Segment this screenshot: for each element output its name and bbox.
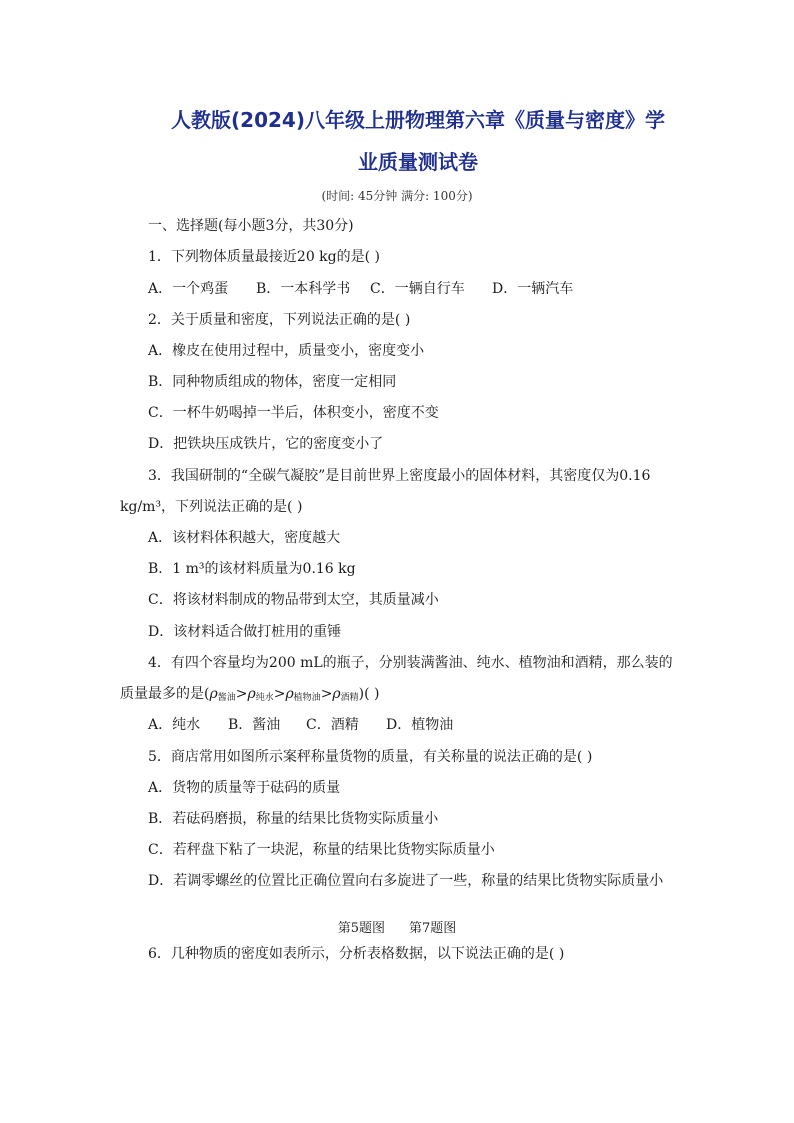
question-1-option-d: D．一辆汽车	[492, 281, 574, 297]
subscript-pure-water: 纯水	[255, 693, 274, 703]
page-title-line-1: 人教版(2024)八年级上册物理第六章《质量与密度》学	[171, 108, 665, 132]
question-4-option-d: D．植物油	[386, 717, 454, 733]
question-3-stem-line-1: 3．我国研制的“全碳气凝胶”是目前世界上密度最小的固体材料，其密度仅为0.16	[148, 468, 651, 484]
question-4-stem-prefix: 质量最多的是(	[120, 686, 210, 702]
exam-time-score: (时间: 45分钟 满分: 100分)	[321, 189, 473, 203]
question-2-stem: 2．关于质量和密度，下列说法正确的是( )	[148, 312, 411, 328]
question-3-option-a: A．该材料体积越大，密度越大	[148, 530, 341, 546]
greater-than: >	[273, 686, 286, 702]
question-4-options	[148, 715, 453, 735]
question-1-option-a: A．一个鸡蛋	[148, 281, 229, 297]
rho-symbol: ρ	[209, 686, 218, 702]
question-2-option-c: C．一杯牛奶喝掉一半后，体积变小，密度不变	[148, 405, 439, 421]
figure-5-caption: 第5题图	[337, 921, 385, 936]
section-heading-choice: 一、选择题(每小题3分，共30分)	[148, 218, 354, 234]
question-2-option-a: A．橡皮在使用过程中，质量变小，密度变小	[148, 343, 425, 359]
rho-symbol: ρ	[285, 686, 294, 702]
question-3-option-d: D．该材料适合做打桩用的重锤	[148, 624, 342, 640]
question-5-option-a: A．货物的质量等于砝码的质量	[148, 780, 341, 796]
page-title-line-2: 业质量测试卷	[358, 150, 478, 174]
question-1-stem: 1．下列物体质量最接近20 kg的是( )	[148, 249, 380, 265]
question-3-option-b: B．1 m³的该材料质量为0.16 kg	[148, 561, 356, 577]
figure-captions	[0, 917, 794, 936]
subscript-vegetable-oil: 植物油	[293, 693, 321, 703]
question-5-stem: 5．商店常用如图所示案秤称量货物的质量，有关称量的说法正确的是( )	[148, 749, 593, 765]
greater-than: >	[235, 686, 248, 702]
question-5-option-d: D．若调零螺丝的位置比正确位置向右多旋进了一些，称量的结果比货物实际质量小	[148, 873, 664, 889]
question-1-option-b: B．一本科学书	[256, 281, 351, 297]
figure-7-caption: 第7题图	[409, 921, 457, 936]
greater-than: >	[320, 686, 333, 702]
question-2-option-b: B．同种物质组成的物体，密度一定相同	[148, 374, 397, 390]
question-1-options	[148, 279, 573, 299]
question-5-option-b: B．若砝码磨损，称量的结果比货物实际质量小	[148, 811, 439, 827]
question-4-stem-suffix: )( )	[358, 686, 380, 702]
question-4-option-c: C．酒精	[306, 717, 359, 733]
rho-symbol: ρ	[247, 686, 256, 702]
question-2-option-d: D．把铁块压成铁片，它的密度变小了	[148, 436, 384, 452]
question-3-stem-line-2: kg/m³，下列说法正确的是( )	[120, 499, 303, 515]
question-4-stem-line-2	[120, 684, 380, 708]
question-4-option-b: B．酱油	[228, 717, 281, 733]
question-1-option-c: C．一辆自行车	[370, 281, 465, 297]
question-4-stem-line-1: 4．有四个容量均为200 mL的瓶子，分别装满酱油、纯水、植物油和酒精，那么装的	[148, 655, 673, 671]
question-6-stem: 6．几种物质的密度如表所示，分析表格数据，以下说法正确的是( )	[148, 946, 565, 962]
subscript-soy-sauce: 酱油	[217, 693, 236, 703]
rho-symbol: ρ	[332, 686, 341, 702]
question-4-option-a: A．纯水	[148, 717, 201, 733]
question-3-option-c: C．将该材料制成的物品带到太空，其质量减小	[148, 592, 439, 608]
subscript-alcohol: 酒精	[340, 693, 359, 703]
question-5-option-c: C．若秤盘下粘了一块泥，称量的结果比货物实际质量小	[148, 842, 495, 858]
